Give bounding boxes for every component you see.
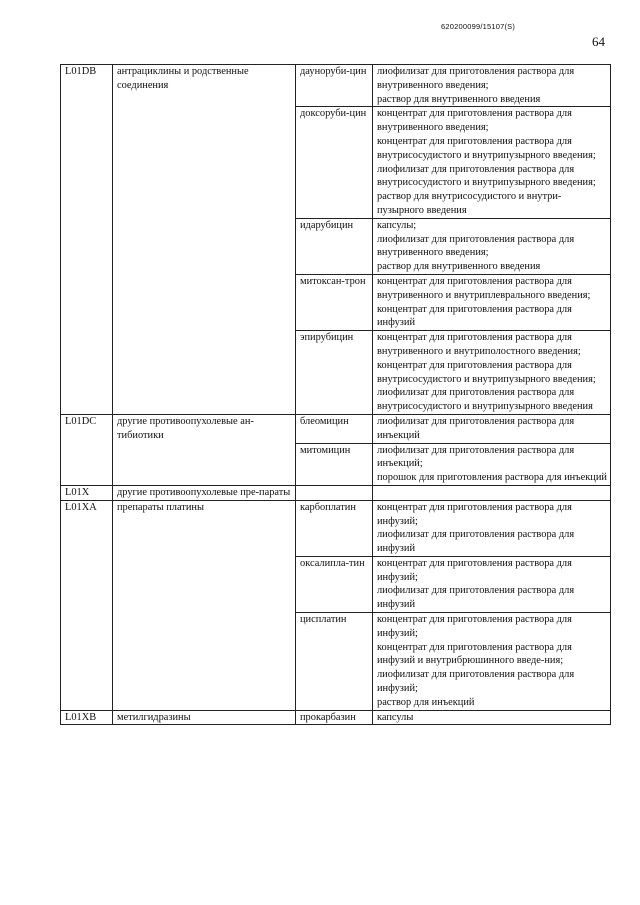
dosage-form-line: раствор для внутрисосудистого и внутри-пузырного введения xyxy=(377,191,562,216)
drug-name-cell: митоксан-трон xyxy=(296,274,373,330)
drug-name-cell: идарубицин xyxy=(296,218,373,274)
table-row xyxy=(61,485,611,500)
atc-code-cell: L01XA xyxy=(61,500,113,710)
dosage-form-line: концентрат для приготовления раствора для внутривенного и внутриполостного введения; xyxy=(377,332,581,357)
dosage-forms-cell xyxy=(373,613,611,711)
drug-name-cell: цисплатин xyxy=(296,613,373,711)
drug-name-cell xyxy=(296,485,373,500)
dosage-form-line: лиофилизат для приготовления раствора для внутрисосудистого и внутрипузырного введения; xyxy=(377,163,596,189)
group-name-cell: другие противоопухолевые пре-параты xyxy=(113,485,296,500)
atc-code-cell: L01XB xyxy=(61,710,113,725)
dosage-form-line: лиофилизат для приготовления раствора для внутривенного введения; xyxy=(377,66,575,91)
dosage-form-line: лиофилизат для приготовления раствора для инъекций; xyxy=(377,444,575,470)
table-row xyxy=(61,65,611,107)
dosage-form-line: капсулы xyxy=(377,711,414,723)
drug-name-cell: митомицин xyxy=(296,443,373,485)
dosage-form-line: раствор для внутривенного введения xyxy=(377,93,541,105)
dosage-form-line: раствор для инъекций xyxy=(377,696,475,708)
drug-table xyxy=(60,64,611,725)
table-row xyxy=(61,414,611,443)
group-name-cell: антрациклины и родственные соединения xyxy=(113,65,296,415)
dosage-forms-cell xyxy=(373,218,611,274)
atc-code-cell: L01X xyxy=(61,485,113,500)
drug-table-body xyxy=(61,65,611,725)
dosage-form-line: лиофилизат для приготовления раствора для инфузий xyxy=(377,529,575,555)
dosage-forms-cell xyxy=(373,443,611,485)
dosage-form-line: концентрат для приготовления раствора для инфузий xyxy=(377,303,572,329)
atc-code-cell: L01DC xyxy=(61,414,113,485)
dosage-form-line: раствор для внутривенного введения xyxy=(377,261,541,273)
dosage-form-line: лиофилизат для приготовления раствора для инфузий; xyxy=(377,669,575,695)
dosage-form-line: концентрат для приготовления раствора для внутривенного и внутриплеврального введения; xyxy=(377,275,591,301)
drug-name-cell: прокарбазин xyxy=(296,710,373,725)
group-name-cell: метилгидразины xyxy=(113,710,296,725)
drug-name-cell: доксоруби-цин xyxy=(296,107,373,218)
dosage-form-line: лиофилизат для приготовления раствора для инъекций xyxy=(377,415,575,441)
dosage-form-line: концентрат для приготовления раствора для инфузий; xyxy=(377,557,572,583)
dosage-forms-cell xyxy=(373,107,611,218)
group-name-cell: препараты платины xyxy=(113,500,296,710)
group-name-cell: другие противоопухолевые ан-тибиотики xyxy=(113,414,296,485)
dosage-form-line: концентрат для приготовления раствора для инфузий и внутрибрюшинного введе-ния; xyxy=(377,641,572,667)
dosage-forms-cell xyxy=(373,500,611,556)
drug-name-cell: эпирубицин xyxy=(296,331,373,415)
dosage-form-line: лиофилизат для приготовления раствора для внутривенного введения; xyxy=(377,233,575,259)
document-code: 620200099/15107(S) xyxy=(441,22,516,31)
dosage-form-line: концентрат для приготовления раствора для внутривенного введения; xyxy=(377,108,572,134)
dosage-form-line: концентрат для приготовления раствора для внутрисосудистого и внутрипузырного введения; xyxy=(377,359,596,385)
dosage-form-line: концентрат для приготовления раствора для инфузий; xyxy=(377,501,572,527)
dosage-form-line: лиофилизат для приготовления раствора для инфузий xyxy=(377,585,575,611)
dosage-forms-cell xyxy=(373,274,611,330)
dosage-forms-cell xyxy=(373,331,611,415)
table-row xyxy=(61,500,611,556)
dosage-form-line: концентрат для приготовления раствора для инфузий; xyxy=(377,614,572,639)
dosage-form-line: лиофилизат для приготовления раствора для внутрисосудистого и внутрипузырного введения xyxy=(377,387,593,413)
dosage-forms-cell xyxy=(373,556,611,612)
dosage-forms-cell xyxy=(373,710,611,725)
drug-name-cell: дауноруби-цин xyxy=(296,65,373,107)
drug-name-cell: оксалипла-тин xyxy=(296,556,373,612)
dosage-form-line: концентрат для приготовления раствора для внутрисосудистого и внутрипузырного введения; xyxy=(377,135,596,161)
dosage-forms-cell xyxy=(373,414,611,443)
drug-name-cell: карбоплатин xyxy=(296,500,373,556)
dosage-form-line: порошок для приготовления раствора для инъекций xyxy=(377,472,607,484)
drug-name-cell: блеомицин xyxy=(296,414,373,443)
table-row xyxy=(61,710,611,725)
dosage-forms-cell xyxy=(373,65,611,107)
dosage-forms-cell xyxy=(373,485,611,500)
atc-code-cell: L01DB xyxy=(61,65,113,415)
dosage-form-line: капсулы; xyxy=(377,219,417,231)
page-number: 64 xyxy=(592,34,605,49)
